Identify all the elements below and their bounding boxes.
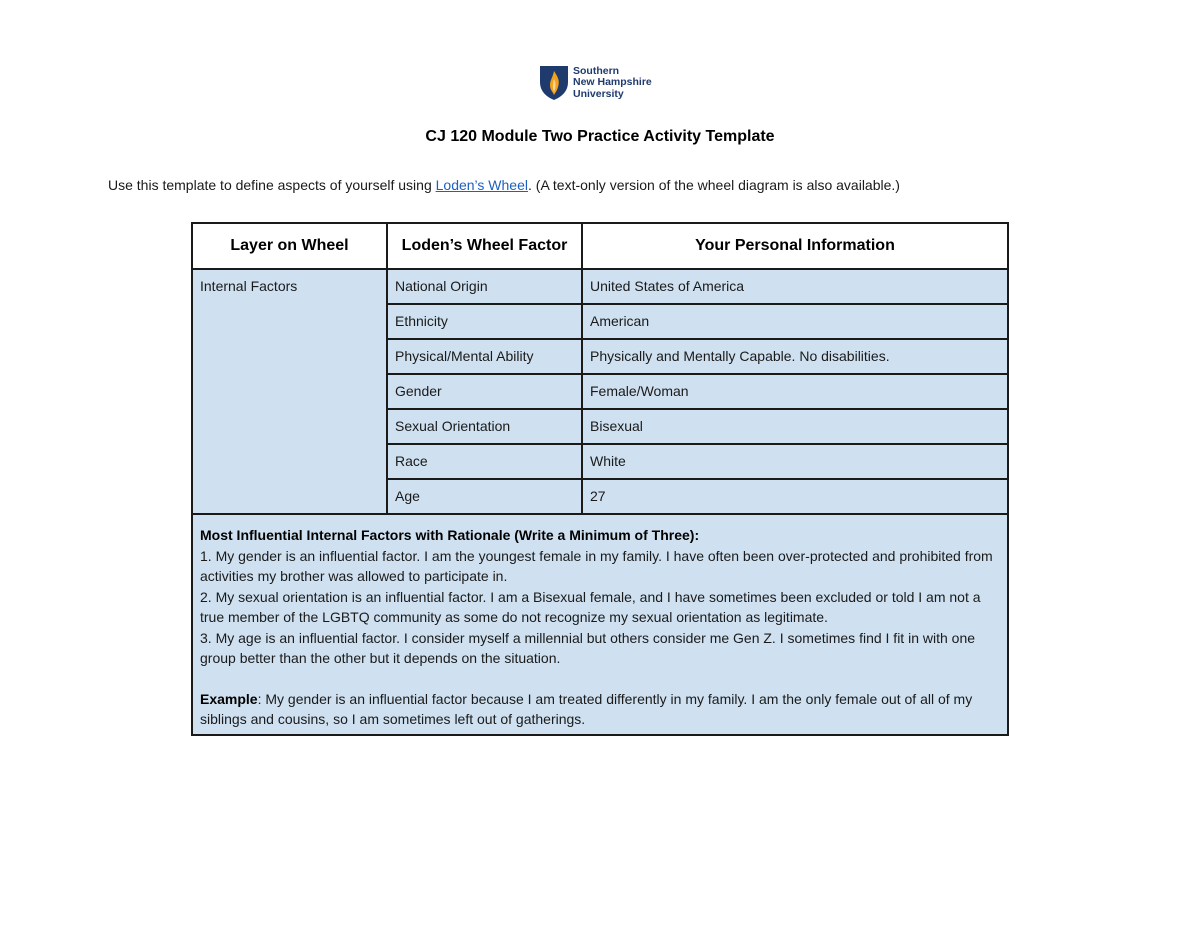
header-layer: Layer on Wheel <box>192 223 387 269</box>
info-cell[interactable]: American <box>582 304 1008 339</box>
info-cell[interactable]: 27 <box>582 479 1008 514</box>
table-header-row <box>192 223 1008 269</box>
lodens-wheel-link[interactable]: Loden’s Wheel <box>435 177 528 193</box>
document-title: CJ 120 Module Two Practice Activity Template <box>425 128 775 145</box>
flame-shield-icon <box>539 65 569 101</box>
rationale-item-1: 1. My gender is an influential factor. I am the youngest female in my family. I have often been over-protected and prohibited from activities my brother was allowed to participate in. <box>200 547 993 584</box>
example-paragraph <box>200 689 1000 730</box>
rationale-item-3: 3. My age is an influential factor. I consider myself a millennial but others consider me Gen Z. I sometimes find I fit in with one group better than the other but it depends on the situation. <box>200 629 976 666</box>
university-logo <box>539 65 652 101</box>
table-row <box>192 269 1008 304</box>
factor-cell: Race <box>387 444 582 479</box>
info-cell[interactable]: United States of America <box>582 269 1008 304</box>
logo-line-3: University <box>573 87 624 100</box>
factor-cell: Sexual Orientation <box>387 409 582 444</box>
intro-text-before: Use this template to define aspects of yourself using <box>108 177 436 193</box>
layer-internal-factors: Internal Factors <box>192 269 387 514</box>
info-cell[interactable]: Female/Woman <box>582 374 1008 409</box>
factor-cell: Gender <box>387 374 582 409</box>
factor-cell: Ethnicity <box>387 304 582 339</box>
header-personal-info: Your Personal Information <box>582 223 1008 269</box>
rationale-row <box>192 514 1008 735</box>
rationale-cell[interactable] <box>192 514 1008 735</box>
logo-wordmark <box>573 66 652 101</box>
info-cell[interactable]: Physically and Mentally Capable. No disabilities. <box>582 339 1008 374</box>
factor-cell: National Origin <box>387 269 582 304</box>
info-cell[interactable]: White <box>582 444 1008 479</box>
header-factor: Loden’s Wheel Factor <box>387 223 582 269</box>
factor-cell: Age <box>387 479 582 514</box>
logo-line-2: New Hampshire <box>573 76 652 89</box>
paragraph-spacer <box>200 669 1000 689</box>
intro-text-after: . (A text-only version of the wheel diagram is also available.) <box>528 177 900 193</box>
example-text: : My gender is an influential factor because I am treated differently in my family. I am the only female out of all of my siblings and cousins, so I am sometimes left out of gatherings. <box>200 690 973 727</box>
example-label: Example <box>200 690 258 707</box>
lodens-wheel-table <box>191 222 1009 736</box>
rationale-item-2: 2. My sexual orientation is an influential factor. I am a Bisexual female, and I have sometimes been excluded or told I am not a true member of the LGBTQ community as some do not recognize my sexual orientation as legitimate. <box>200 588 981 625</box>
info-cell[interactable]: Bisexual <box>582 409 1008 444</box>
rationale-heading: Most Influential Internal Factors with Rationale (Write a Minimum of Three): <box>200 527 700 543</box>
factor-cell: Physical/Mental Ability <box>387 339 582 374</box>
intro-paragraph <box>108 177 900 193</box>
logo-line-1: Southern <box>573 64 620 77</box>
